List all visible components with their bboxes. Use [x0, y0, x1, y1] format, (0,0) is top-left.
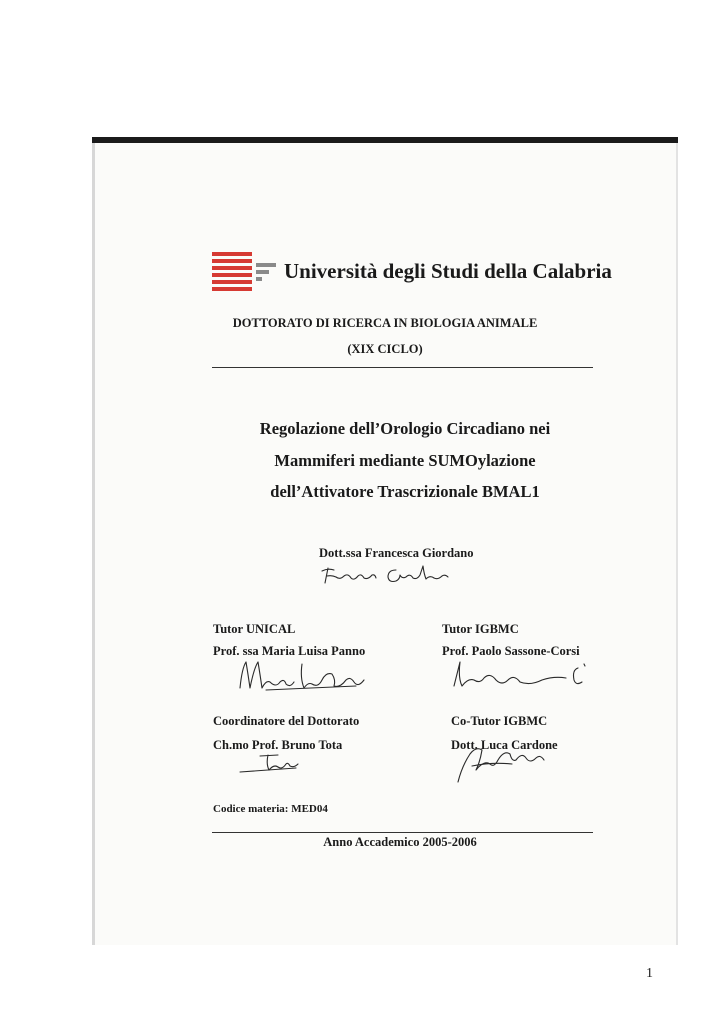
tutor-unical-label: Tutor UNICAL [213, 622, 296, 636]
tutor-unical-name: Prof. ssa Maria Luisa Panno [213, 644, 366, 658]
page-number: 1 [646, 966, 653, 981]
tutor-igbmc-name: Prof. Paolo Sassone-Corsi [442, 644, 580, 658]
scan-top-edge [92, 137, 678, 143]
footer-divider [212, 832, 593, 833]
author-name: Dott.ssa Francesca Giordano [319, 546, 474, 560]
coordinator-name: Ch.mo Prof. Bruno Tota [213, 738, 343, 752]
thesis-title-line-2: Mammiferi mediante SUMOylazione [274, 451, 536, 470]
tutor-igbmc-signature [450, 656, 590, 692]
thesis-title-line-1: Regolazione dell’Orologio Circadiano nei [259, 419, 551, 438]
thesis-title-line-3: dell’Attivatore Trascrizionale BMAL1 [270, 482, 540, 501]
doctorate-program: DOTTORATO DI RICERCA IN BIOLOGIA ANIMALE [232, 316, 538, 330]
academic-year: Anno Accademico 2005-2006 [323, 835, 477, 849]
cotutor-igbmc-signature [452, 736, 552, 786]
coordinator-label: Coordinatore del Dottorato [213, 714, 360, 728]
tutor-unical-signature [236, 654, 372, 694]
author-signature [318, 562, 458, 588]
cotutor-igbmc-label: Co-Tutor IGBMC [451, 714, 548, 728]
university-name: Università degli Studi della Calabria [284, 259, 612, 283]
tutor-igbmc-label: Tutor IGBMC [442, 622, 519, 636]
doctorate-cycle: (XIX CICLO) [347, 342, 423, 356]
header-divider [212, 367, 593, 368]
cotutor-igbmc-name: Dott. Luca Cardone [451, 738, 558, 752]
coordinator-signature [236, 750, 304, 774]
scan-left-edge [92, 143, 95, 945]
university-logo [212, 252, 276, 292]
scan-right-edge [676, 143, 678, 945]
subject-code: Codice materia: MED04 [213, 803, 328, 815]
